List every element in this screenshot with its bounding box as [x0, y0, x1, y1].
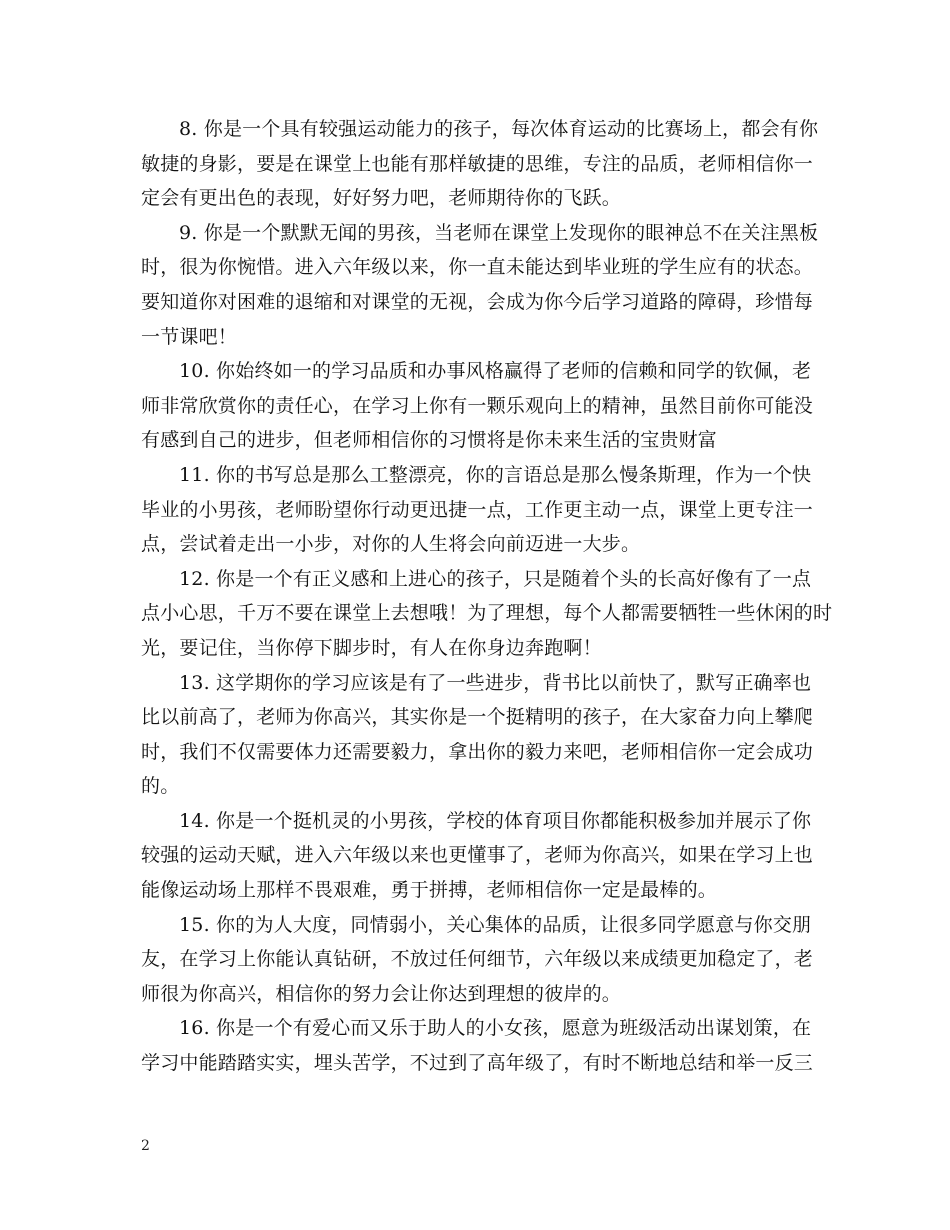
paragraph-line: 10. 你始终如一的学习品质和办事风格赢得了老师的信赖和同学的钦佩，老 [179, 360, 812, 383]
paragraph-line: 时，很为你惋惜。进入六年级以来，你一直未能达到毕业班的学生应有的状态。 [141, 256, 814, 279]
paragraph-line: 较强的运动天赋，进入六年级以来也更懂事了，老师为你高兴，如果在学习上也 [141, 844, 814, 867]
paragraph-line: 一节课吧！ [141, 325, 238, 348]
paragraph [141, 908, 814, 1012]
paragraph-line: 11. 你的书写总是那么工整漂亮，你的言语总是那么慢条斯理，作为一个快 [179, 463, 812, 486]
paragraph-line: 有感到自己的进步，但老师相信你的习惯将是你未来生活的宝贵财富 [141, 429, 718, 452]
paragraph [141, 112, 819, 216]
paragraph [141, 354, 814, 458]
paragraph-line: 能像运动场上那样不畏艰难，勇于拼搏，老师相信你一定是最棒的。 [141, 879, 718, 902]
paragraph-line: 要知道你对困难的退缩和对课堂的无视，会成为你今后学习道路的障碍，珍惜每 [141, 290, 814, 313]
paragraph [141, 804, 814, 908]
paragraph-line: 13. 这学期你的学习应该是有了一些进步，背书比以前快了，默写正确率也 [179, 671, 812, 694]
paragraph-line: 点，尝试着走出一小步，对你的人生将会向前迈进一大步。 [141, 533, 641, 556]
paragraph-line: 光，要记住，当你停下脚步时，有人在你身边奔跑啊！ [141, 636, 602, 659]
paragraph-line: 比以前高了，老师为你高兴，其实你是一个挺精明的孩子，在大家奋力向上攀爬 [141, 706, 814, 729]
paragraph-line: 8. 你是一个具有较强运动能力的孩子，每次体育运动的比赛场上，都会有你 [179, 118, 819, 140]
paragraph-line: 学习中能踏踏实实，埋头苦学，不过到了高年级了，有时不断地总结和举一反三 [141, 1052, 814, 1075]
document-body [141, 112, 833, 1081]
paragraph [141, 458, 814, 562]
paragraph-line: 14. 你是一个挺机灵的小男孩，学校的体育项目你都能积极参加并展示了你 [179, 809, 812, 832]
paragraph-line: 毕业的小男孩，老师盼望你行动更迅捷一点，工作更主动一点，课堂上更专注一 [141, 498, 814, 521]
paragraph [141, 666, 814, 804]
paragraph-line: 时，我们不仅需要体力还需要毅力，拿出你的毅力来吧，老师相信你一定会成功 [141, 740, 814, 763]
paragraph-line: 友，在学习上你能认真钻研，不放过任何细节，六年级以来成绩更加稳定了，老 [141, 948, 814, 971]
paragraph-line: 敏捷的身影，要是在课堂上也能有那样敏捷的思维，专注的品质，老师相信你一 [141, 152, 814, 175]
paragraph [141, 216, 819, 354]
paragraph [141, 1011, 814, 1080]
paragraph-line: 9. 你是一个默默无闻的男孩，当老师在课堂上发现你的眼神总不在关注黑板 [179, 221, 819, 244]
paragraph-line: 12. 你是一个有正义感和上进心的孩子，只是随着个头的长高好像有了一点 [179, 567, 812, 590]
paragraph-line: 定会有更出色的表现，好好努力吧，老师期待你的飞跃。 [141, 187, 622, 210]
paragraph-line: 师很为你高兴，相信你的努力会让你达到理想的彼岸的。 [141, 982, 622, 1005]
paragraph-line: 的。 [141, 775, 180, 798]
paragraph [141, 562, 833, 666]
paragraph-line: 16. 你是一个有爱心而又乐于助人的小女孩，愿意为班级活动出谋划策，在 [179, 1017, 812, 1040]
paragraph-line: 师非常欣赏你的责任心，在学习上你有一颗乐观向上的精神，虽然目前你可能没 [141, 394, 814, 417]
paragraph-line: 点小心思，千万不要在课堂上去想哦！为了理想，每个人都需要牺牲一些休闲的时 [141, 602, 833, 625]
paragraph-line: 15. 你的为人大度，同情弱小，关心集体的品质，让很多同学愿意与你交朋 [179, 913, 812, 936]
page-number: 2 [141, 1138, 150, 1154]
